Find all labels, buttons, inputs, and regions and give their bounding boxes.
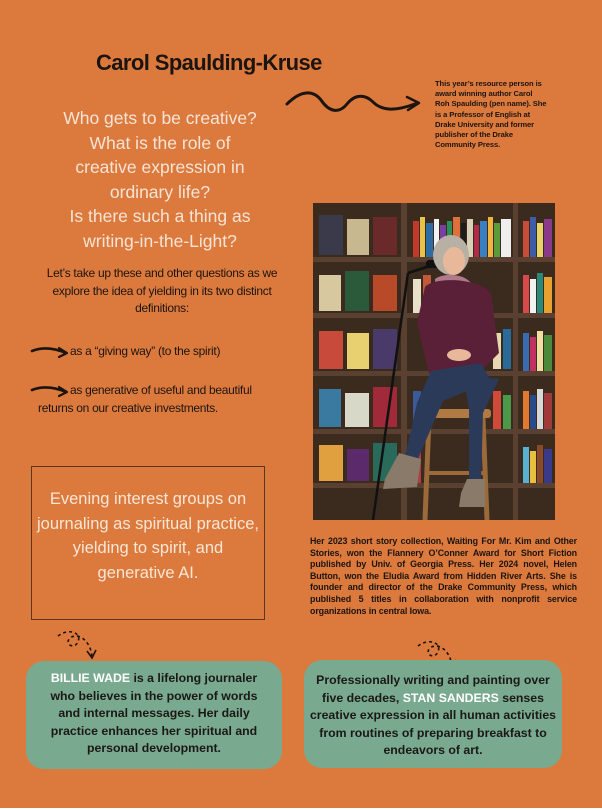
card-text: senses (498, 690, 544, 705)
author-story-text: Her 2023 short story collection, Waiting For Mr. Kim and Other Stories, won the Flannery O’Conner Award for Short Fiction published by Univ. of Georgia Press. Her 2024 novel, Helen Button, won the Eludia Award from Hidden River Arts. She is founder and director of the Drake Community Press, which published 5 titles in collaboration with nonprofit service organizations in central Iowa. (310, 536, 577, 616)
bullet-text-continued: returns on our creative investments. (38, 400, 218, 415)
bullet-giving-way (30, 343, 220, 361)
card-line: from routines of preparing breakfast to (319, 725, 547, 740)
bullet-text: as generative of useful and beautiful (70, 383, 252, 397)
question-line: writing-in-the-Light? (83, 230, 237, 251)
bullet-text: as a “giving way” (to the spirit) (70, 344, 221, 358)
question-line: What is the role of (89, 132, 231, 153)
card-text: is a lifelong journaler (130, 671, 258, 685)
question-line: Who gets to be creative? (63, 108, 257, 128)
card-line: who believes in the power of words (50, 688, 258, 703)
question-line: creative expression in (75, 157, 245, 177)
question-line: Is there such a thing as (69, 206, 251, 226)
resource-person-blurb: This year’s resource person is award winning author Carol Roh Spaulding (pen name). She is a Professor of English at Drake University and former publisher of the Drake Community Press. (435, 79, 547, 150)
questions-block (40, 106, 280, 253)
question-line: ordinary life? (109, 181, 211, 202)
intro-text: Let’s take up these and other questions as we explore the idea of yielding in its two distinct definitions: (46, 266, 278, 315)
billie-wade-card (26, 661, 282, 769)
arrow-right-icon (30, 384, 70, 398)
stan-sanders-card (304, 660, 562, 768)
dotted-loop-arrow-icon (52, 628, 102, 662)
arrow-right-icon (30, 345, 70, 359)
page-title: Carol Spaulding-Kruse (96, 50, 322, 75)
card-text: five decades, (322, 690, 403, 705)
card-line: practice enhances her spiritual and (50, 723, 258, 738)
bullet-generative (30, 382, 290, 417)
card-line (304, 690, 562, 708)
author-reading-photo (313, 203, 555, 520)
card-line: endeavors of art. (383, 743, 483, 757)
card-line: creative expression in all human activities (309, 708, 557, 722)
evening-groups-text: Evening interest groups on journaling as spiritual practice, yielding to spirit, and generative AI. (37, 490, 259, 582)
card-line: personal development. (87, 741, 221, 755)
card-line (26, 670, 282, 688)
presenter-name: BILLIE WADE (50, 671, 131, 685)
squiggle-arrow-icon (283, 88, 428, 118)
card-line: Professionally writing and painting over (316, 673, 550, 687)
presenter-name: STAN SANDERS (402, 690, 499, 705)
card-line: and internal messages. Her daily (58, 706, 250, 720)
evening-groups-box (31, 466, 265, 620)
